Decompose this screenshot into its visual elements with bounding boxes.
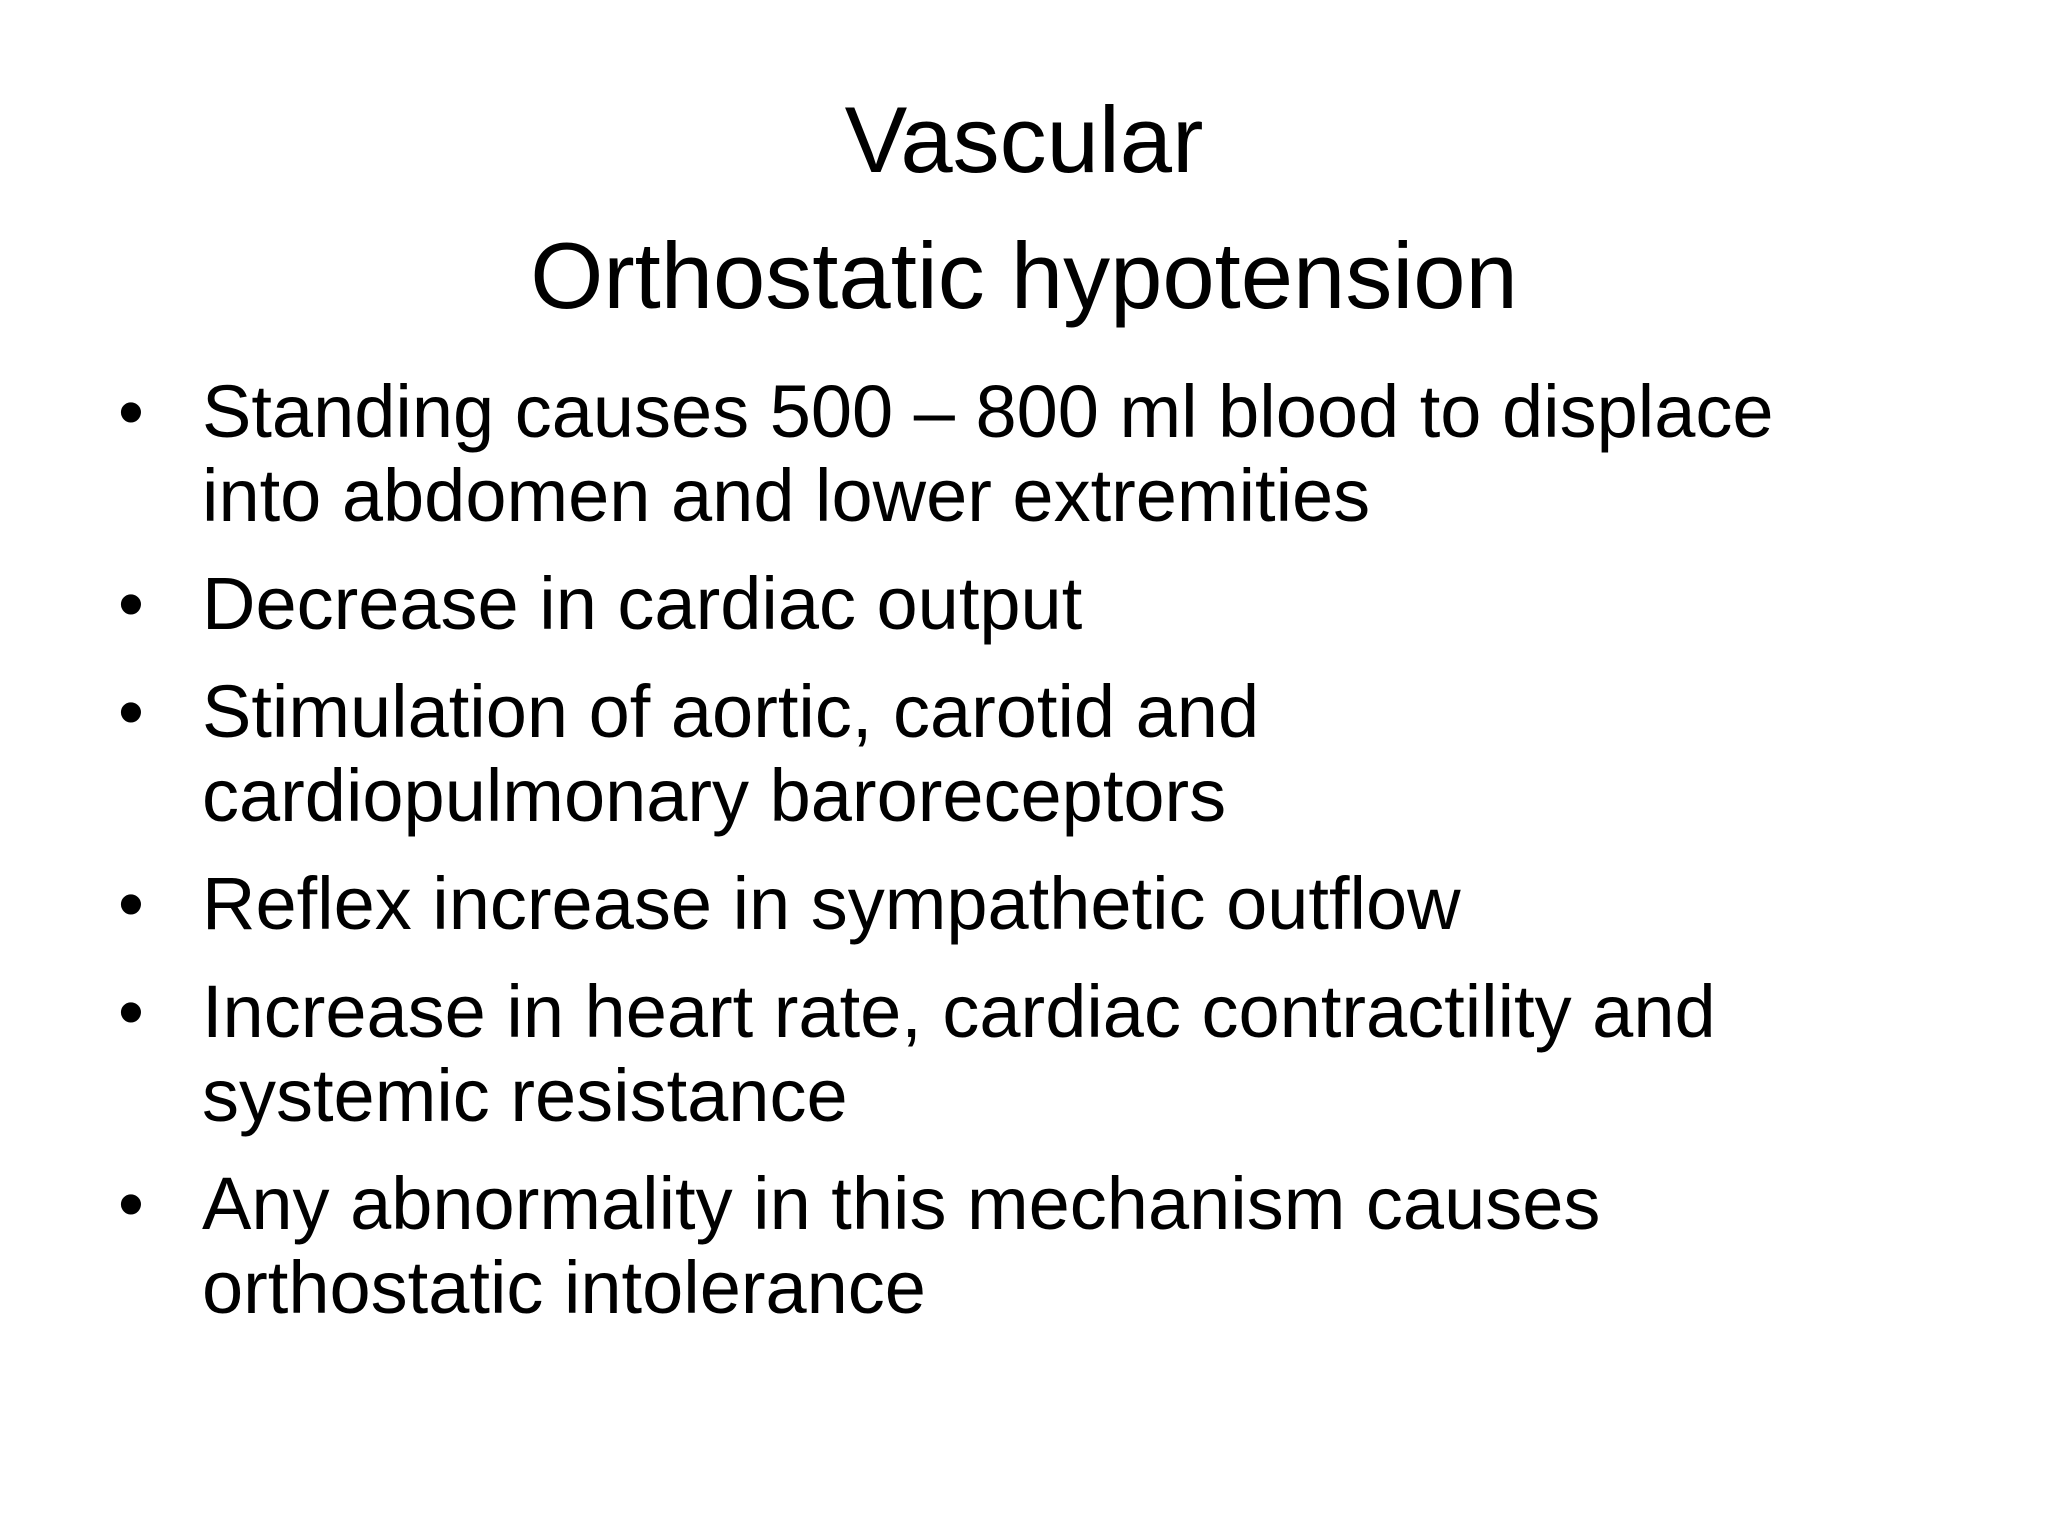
bullet-text — [202, 862, 1948, 946]
slide-title — [0, 72, 2048, 344]
bullet-line: cardiopulmonary baroreceptors — [202, 754, 1227, 837]
bullet-line: systemic resistance — [202, 1054, 848, 1137]
bullet-baroreceptors — [118, 670, 1948, 838]
bullet-text — [202, 370, 1948, 538]
bullet-line: Standing causes 500 – 800 ml blood to displace — [202, 370, 1774, 453]
bullet-line: Reflex increase in sympathetic outflow — [202, 862, 1461, 945]
bullet-line: Stimulation of aortic, carotid and — [202, 670, 1260, 753]
bullet-text — [202, 670, 1948, 838]
bullet-icon: • — [118, 862, 144, 945]
title-line-orthostatic-hypotension: Orthostatic hypotension — [530, 223, 1518, 328]
bullet-icon: • — [118, 970, 144, 1053]
bullet-list — [118, 370, 1948, 1354]
bullet-line: orthostatic intolerance — [202, 1246, 926, 1329]
bullet-text — [202, 562, 1948, 646]
bullet-line: into abdomen and lower extremities — [202, 454, 1371, 537]
bullet-icon: • — [118, 1162, 144, 1245]
title-line-vascular: Vascular — [844, 87, 1204, 192]
bullet-line: Increase in heart rate, cardiac contractility and — [202, 970, 1716, 1053]
bullet-heart-rate-contractility — [118, 970, 1948, 1138]
bullet-orthostatic-intolerance — [118, 1162, 1948, 1330]
bullet-sympathetic-outflow — [118, 862, 1948, 946]
bullet-cardiac-output — [118, 562, 1948, 646]
bullet-standing-blood-displacement — [118, 370, 1948, 538]
bullet-icon: • — [118, 370, 144, 453]
bullet-icon: • — [118, 562, 144, 645]
bullet-icon: • — [118, 670, 144, 753]
bullet-text — [202, 970, 1948, 1138]
bullet-line: Decrease in cardiac output — [202, 562, 1083, 645]
bullet-line: Any abnormality in this mechanism causes — [202, 1162, 1601, 1245]
bullet-text — [202, 1162, 1948, 1330]
